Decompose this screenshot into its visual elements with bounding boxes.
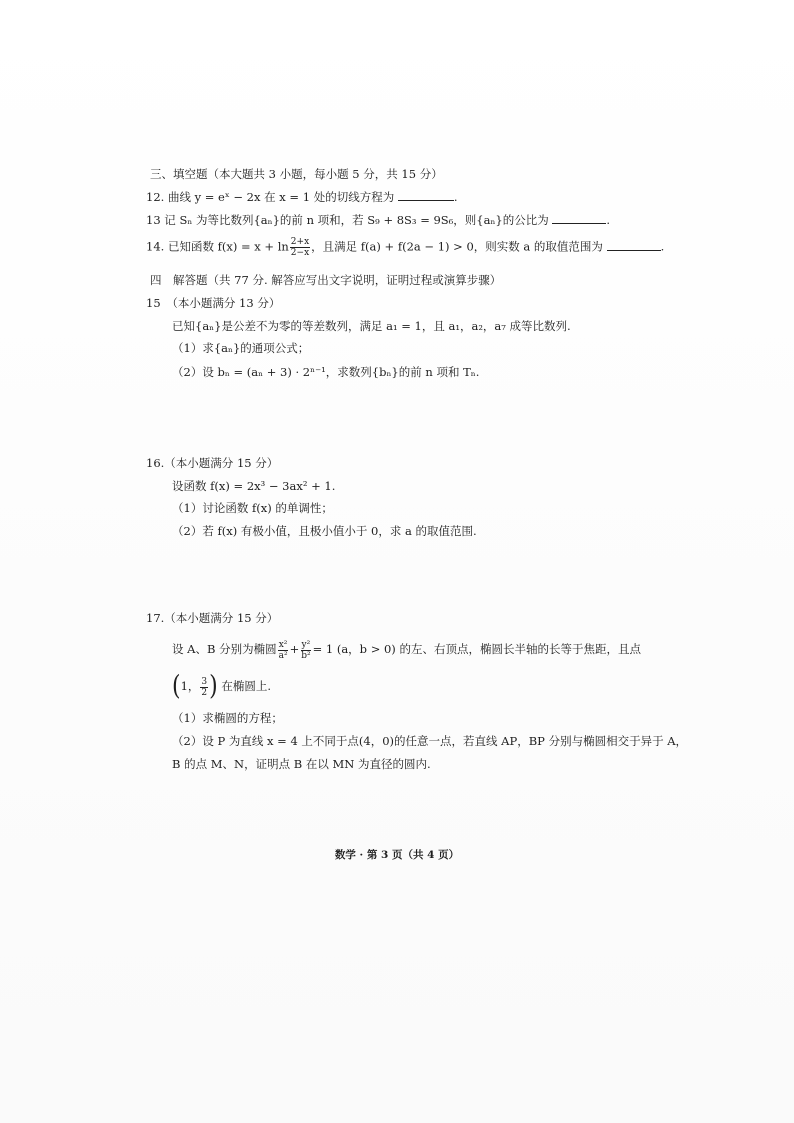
- question-14-text-a: 已知函数 f(x) = x + ln: [167, 239, 289, 254]
- point-x: 1，: [180, 679, 200, 693]
- question-14-end: .: [660, 239, 665, 254]
- point-y-fraction: [200, 677, 208, 698]
- question-12-end: .: [453, 190, 458, 204]
- answer-blank-13[interactable]: [552, 212, 606, 224]
- question-12: [146, 189, 458, 205]
- question-15-part-2: （2）设 bₙ = (aₙ + 3) · 2ⁿ⁻¹，求数列{bₙ}的前 n 项和 Tₙ.: [172, 365, 480, 379]
- question-17-stem-a: 设 A、B 分别为椭圆: [172, 642, 277, 656]
- ellipse-y-term: [300, 640, 311, 661]
- question-16-header: 16.（本小题满分 15 分）: [146, 456, 279, 470]
- fraction-denominator: 2−x: [290, 248, 310, 258]
- question-17-part-2-line-2: B 的点 M、N，证明点 B 在以 MN 为直径的圆内.: [172, 757, 431, 771]
- answer-blank-14[interactable]: [607, 239, 661, 251]
- question-17-part-1: （1）求椭圆的方程；: [172, 711, 283, 725]
- ellipse-x-term: [278, 640, 289, 661]
- question-15-part-1: （1）求{aₙ}的通项公式；: [172, 341, 310, 355]
- question-14: [146, 237, 664, 258]
- point-y-denominator: 2: [201, 687, 208, 698]
- question-14-number: 14.: [146, 239, 165, 254]
- question-13-end: .: [606, 213, 611, 227]
- point-y-numerator: 3: [201, 676, 208, 687]
- page-footer: 数学 · 第 3 页（共 4 页）: [334, 849, 460, 861]
- question-16-stem: 设函数 f(x) = 2x³ − 3ax² + 1.: [172, 479, 336, 493]
- x-term-numerator: x²: [278, 639, 288, 650]
- question-14-text-b: ，且满足 f(a) + f(2a − 1) > 0，则实数 a 的取值范围为: [311, 239, 603, 254]
- question-17-stem: [172, 638, 641, 661]
- right-paren: ): [209, 670, 218, 702]
- plus-sign: +: [289, 642, 300, 656]
- section-4-title: 四 解答题（共 77 分. 解答应写出文字说明，证明过程或演算步骤）: [150, 273, 502, 287]
- question-13: [146, 212, 610, 228]
- question-17-point: [172, 670, 272, 702]
- section-3-title: 三、填空题（本大题共 3 小题，每小题 5 分，共 15 分）: [150, 167, 443, 181]
- question-12-number: 12.: [146, 190, 165, 204]
- fraction-numerator: 2+x: [290, 237, 310, 247]
- question-16-part-2: （2）若 f(x) 有极小值，且极小值小于 0，求 a 的取值范围.: [172, 524, 477, 538]
- question-17-header: 17.（本小题满分 15 分）: [146, 611, 279, 625]
- question-15-stem: 已知{aₙ}是公差不为零的等差数列，满足 a₁ = 1，且 a₁，a₂，a₇ 成等比数列.: [172, 319, 571, 333]
- left-paren: (: [172, 670, 181, 702]
- question-14-fraction: [290, 237, 310, 258]
- question-13-text: 记 Sₙ 为等比数列{aₙ}的前 n 项和，若 S₉ + 8S₃ = 9S₆，则{aₙ}的公比为: [164, 213, 549, 227]
- point-on-ellipse-text: 在椭圆上.: [221, 679, 272, 693]
- answer-blank-12[interactable]: [398, 189, 454, 201]
- question-12-text: 曲线 y = eˣ − 2x 在 x = 1 处的切线方程为: [167, 190, 395, 204]
- question-15-header: 15 （本小题满分 13 分）: [146, 296, 281, 310]
- x-term-denominator: a²: [278, 650, 288, 661]
- question-17-part-2-line-1: （2）设 P 为直线 x = 4 上不同于点(4，0)的任意一点，若直线 AP，BP 分别与椭圆相交于异于 A，: [172, 734, 688, 748]
- question-16-part-1: （1）讨论函数 f(x) 的单调性；: [172, 501, 333, 515]
- y-term-numerator: y²: [301, 639, 311, 650]
- question-17-stem-b: = 1 (a，b > 0) 的左、右顶点，椭圆长半轴的长等于焦距，且点: [312, 642, 641, 656]
- y-term-denominator: b²: [301, 650, 311, 661]
- question-13-number: 13: [146, 213, 161, 227]
